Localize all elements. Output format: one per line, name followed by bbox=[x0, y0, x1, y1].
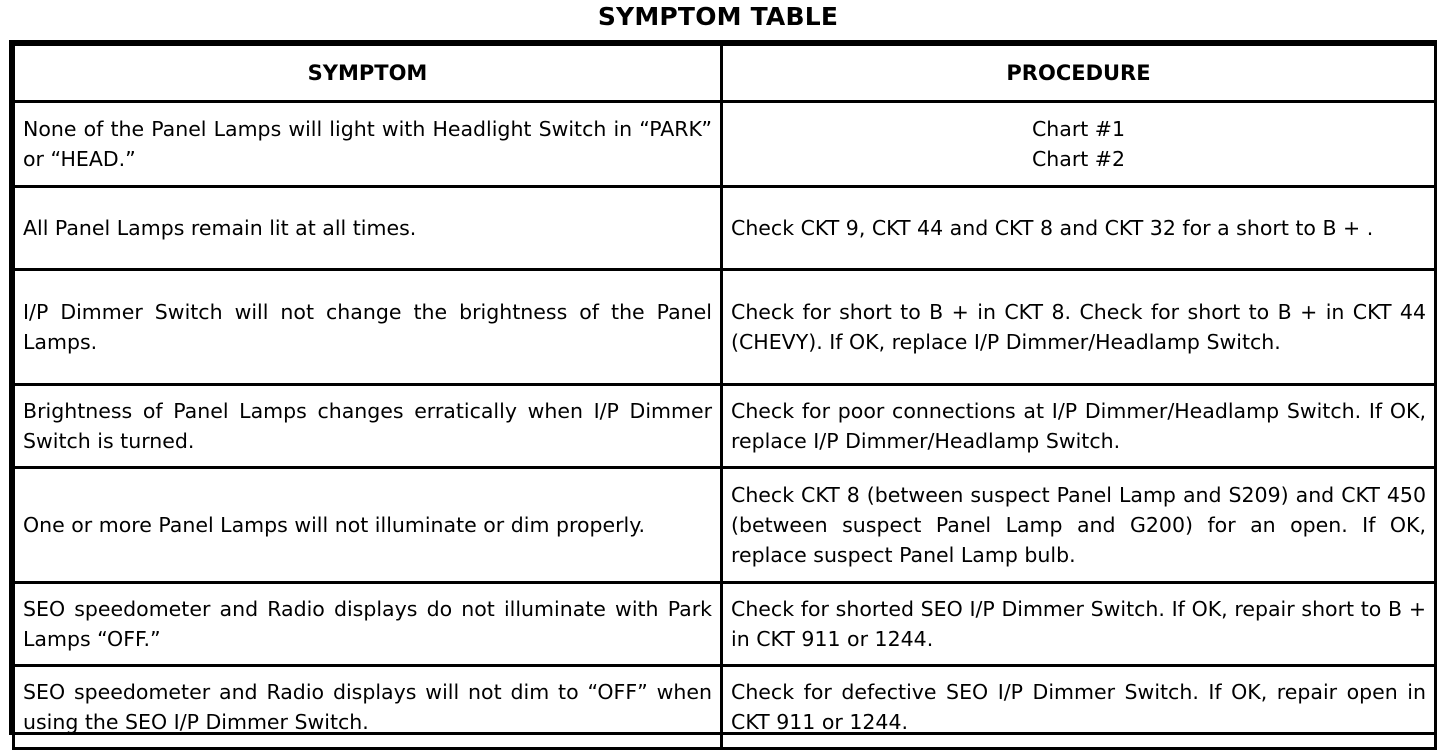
table-row bbox=[14, 468, 1436, 583]
symptom-cell: None of the Panel Lamps will light with Headlight Switch in “PARK” or “HEAD.” bbox=[14, 102, 722, 187]
symptom-cell: One or more Panel Lamps will not illuminate or dim properly. bbox=[14, 468, 722, 583]
procedure-cell: Check for short to B + in CKT 8. Check for short to B + in CKT 44 (CHEVY). If OK, replace I/P Dimmer/Headlamp Switch. bbox=[722, 270, 1436, 385]
table-row bbox=[14, 187, 1436, 270]
symptom-table-grid bbox=[12, 43, 1437, 750]
procedure-cell: Check for shorted SEO I/P Dimmer Switch. If OK, repair short to B + in CKT 911 or 1244. bbox=[722, 583, 1436, 666]
symptom-cell: All Panel Lamps remain lit at all times. bbox=[14, 187, 722, 270]
symptom-cell: SEO speedometer and Radio displays will not dim to “OFF” when using the SEO I/P Dimmer Switch. bbox=[14, 666, 722, 749]
table-row bbox=[14, 385, 1436, 468]
symptom-cell: SEO speedometer and Radio displays do not illuminate with Park Lamps “OFF.” bbox=[14, 583, 722, 666]
table-header-row bbox=[14, 45, 1436, 102]
procedure-cell bbox=[722, 102, 1436, 187]
procedure-chart-link: Chart #2 bbox=[1031, 147, 1126, 171]
table-row bbox=[14, 666, 1436, 749]
procedure-cell: Check CKT 8 (between suspect Panel Lamp and S209) and CKT 450 (between suspect Panel Lamp and G200) for an open. If OK, replace suspect Panel Lamp bulb. bbox=[722, 468, 1436, 583]
table-row bbox=[14, 270, 1436, 385]
column-header-symptom: SYMPTOM bbox=[14, 45, 722, 102]
procedure-cell: Check for defective SEO I/P Dimmer Switch. If OK, repair open in CKT 911 or 1244. bbox=[722, 666, 1436, 749]
symptom-table bbox=[9, 40, 1437, 735]
procedure-chart-link: Chart #1 bbox=[1031, 117, 1126, 141]
procedure-cell: Check CKT 9, CKT 44 and CKT 8 and CKT 32 for a short to B + . bbox=[722, 187, 1436, 270]
table-row bbox=[14, 583, 1436, 666]
procedure-cell: Check for poor connections at I/P Dimmer/Headlamp Switch. If OK, replace I/P Dimmer/Headlamp Switch. bbox=[722, 385, 1436, 468]
page-title: SYMPTOM TABLE bbox=[597, 2, 839, 31]
symptom-cell: Brightness of Panel Lamps changes erratically when I/P Dimmer Switch is turned. bbox=[14, 385, 722, 468]
symptom-cell: I/P Dimmer Switch will not change the brightness of the Panel Lamps. bbox=[14, 270, 722, 385]
column-header-procedure: PROCEDURE bbox=[722, 45, 1436, 102]
table-row bbox=[14, 102, 1436, 187]
